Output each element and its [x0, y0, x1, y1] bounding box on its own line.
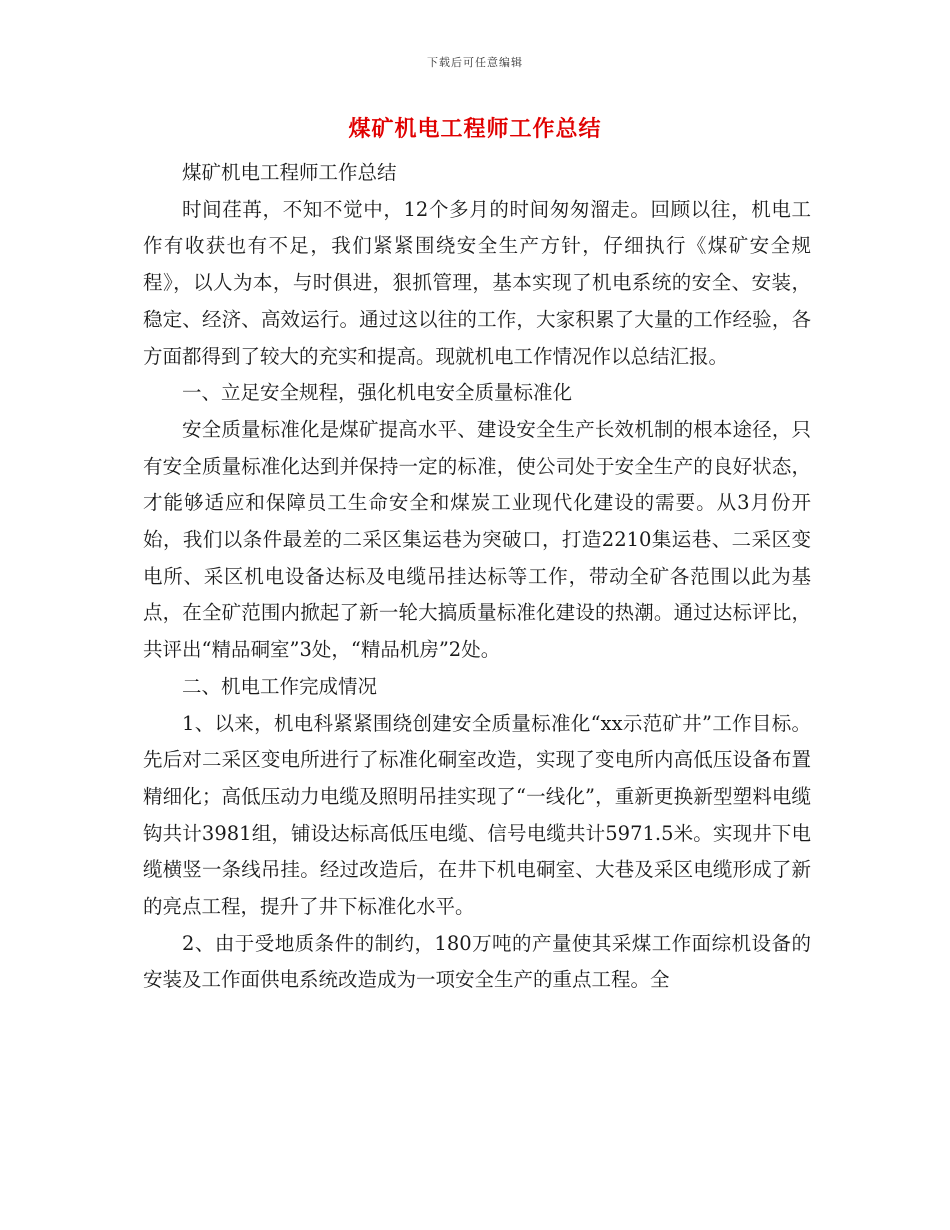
- paragraph-item-1: 1、以来，机电科紧紧围绕创建安全质量标准化“xx示范矿井”工作目标。先后对二采区变电所进行了标准化硐室改造，实现了变电所内高低压设备布置精细化；高低压动力电缆及照明吊挂实现了“一线化”，重新更换新型塑料电缆钩共计3981组，铺设达标高低压电缆、信号电缆共计5971.5米。实现井下电缆横竖一条线吊挂。经过改造后，在井下机电硐室、大巷及采区电缆形成了新的亮点工程，提升了井下标准化水平。: [143, 711, 811, 919]
- document-title: 煤矿机电工程师工作总结: [348, 116, 602, 142]
- paragraph-section-1: 安全质量标准化是煤矿提高水平、建设安全生产长效机制的根本途径，只有安全质量标准化达到并保持一定的标准，使公司处于安全生产的良好状态，才能够适应和保障员工生命安全和煤炭工业现代化建设的需要。从3月份开始，我们以条件最差的二采区集运巷为突破口，打造2210集运巷、二采区变电所、采区机电设备达标及电缆吊挂达标等工作，带动全矿各范围以此为基点，在全矿范围内掀起了新一轮大搞质量标准化建设的热潮。通过达标评比，共评出“精品硐室”3处，“精品机房”2处。: [143, 417, 811, 662]
- paragraph-subtitle: 煤矿机电工程师工作总结: [182, 161, 397, 184]
- document-body: [143, 155, 811, 999]
- page-header-note: 下载后可任意编辑: [427, 56, 523, 69]
- paragraph-item-2: 2、由于受地质条件的制约，180万吨的产量使其采煤工作面综机设备的安装及工作面供电系统改造成为一项安全生产的重点工程。全: [143, 931, 811, 992]
- paragraph-intro: 时间荏苒，不知不觉中，12个多月的时间匆匆溜走。回顾以往，机电工作有收获也有不足，我们紧紧围绕安全生产方针，仔细执行《煤矿安全规程》，以人为本，与时俱进，狠抓管理，基本实现了机电系统的安全、安装，稳定、经济、高效运行。通过这以往的工作，大家积累了大量的工作经验，各方面都得到了较大的充实和提高。现就机电工作情况作以总结汇报。: [143, 197, 811, 368]
- section-heading-1: 一、立足安全规程，强化机电安全质量标准化: [182, 381, 573, 405]
- section-heading-2: 二、机电工作完成情况: [182, 674, 378, 698]
